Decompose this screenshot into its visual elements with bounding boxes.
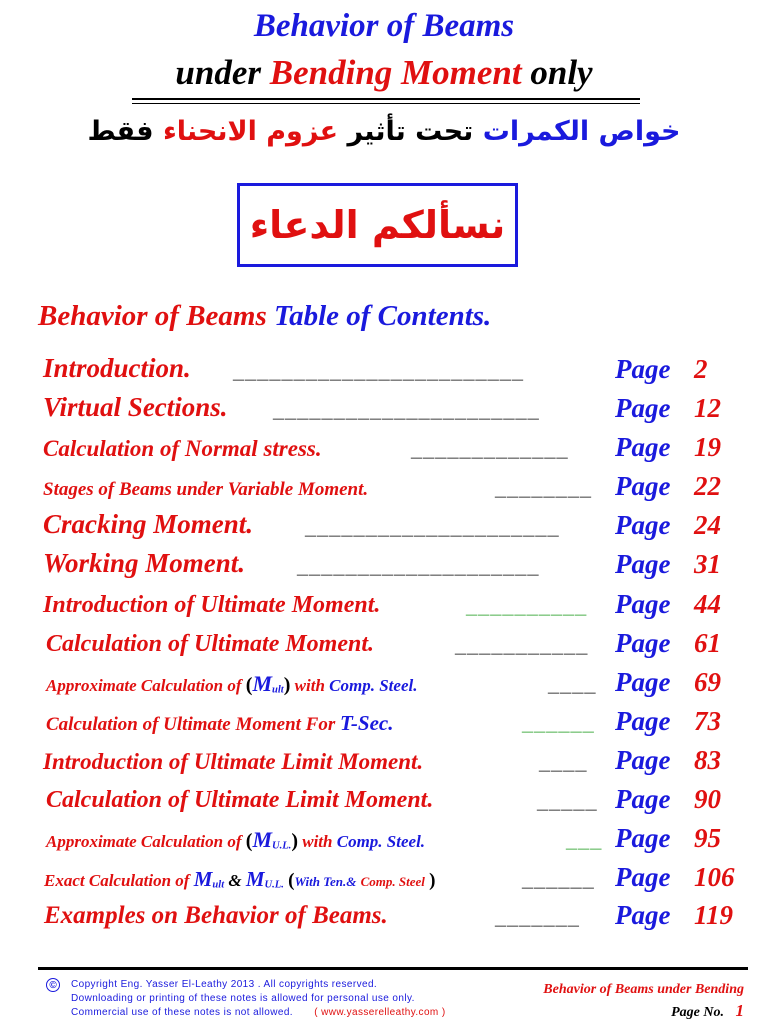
toc-page-word: Page [615,510,671,540]
toc-row[interactable] [0,663,768,701]
toc-entry-steel: Comp. Steel. [329,676,418,695]
toc-heading-red: Behavior of Beams [38,300,275,332]
toc-leader: ______ [522,713,595,735]
toc-page-word: Page [615,784,671,814]
toc-entry-label [46,711,393,736]
toc-row[interactable] [0,389,768,427]
toc-leader: ______ [522,869,595,891]
paren-open: ( [245,674,253,696]
toc-row[interactable] [0,702,768,740]
toc-entry-label: Cracking Moment. [43,509,254,539]
toc-row[interactable] [0,506,768,544]
toc-row[interactable] [0,350,768,388]
toc-symbol-sub: U.L. [272,840,292,852]
arabic-prayer-text: نسألكم الدعاء [249,203,506,247]
toc-leader: _____________________ [305,517,560,539]
toc-page-number: 31 [694,549,721,579]
toc-page-number: 119 [694,900,734,930]
toc-leader: __________ [466,596,588,618]
arabic-subtitle-part4: فقط [87,116,154,147]
footer-document-title: Behavior of Beams under Bending [543,982,744,997]
footer-personal-use: Downloading or printing of these notes is allowed for personal use only. [71,993,415,1004]
toc-row[interactable] [0,780,768,818]
arabic-subtitle [0,116,768,147]
toc-entry-text: Calculation of Ultimate Moment For [46,714,336,735]
toc-entry-steel: Comp. Steel. [336,832,426,851]
toc-row[interactable] [0,428,768,466]
footer-page-value: 1 [735,1001,744,1020]
toc-leader: ___________ [455,635,589,657]
toc-entry-label [44,867,435,892]
toc-page-number: 61 [694,628,721,658]
toc-symbol-m: M [252,671,273,696]
title-underline [132,98,640,100]
toc-comp-steel: Comp. Steel [360,874,425,889]
toc-entry-label: Calculation of Normal stress. [43,436,322,461]
toc-page-number: 69 [694,667,721,697]
paren-close: ) [283,674,291,696]
toc-entry-label: Introduction of Ultimate Limit Moment. [43,749,424,774]
toc-leader: ____________________ [297,556,540,578]
toc-leader: _____ [537,791,598,813]
footer-commercial-text: Commercial use of these notes is not allowed. [71,1007,293,1018]
toc-entry-with: with [294,676,325,695]
toc-page-word: Page [615,667,671,697]
toc-row[interactable] [0,585,768,623]
toc-row[interactable] [0,858,768,896]
toc-page-number: 90 [694,784,721,814]
toc-page-word: Page [615,900,671,930]
toc-page-word: Page [615,706,671,736]
toc-entry-label: Introduction. [43,353,191,383]
toc-page-word: Page [615,628,671,658]
title-underline-thin [132,103,640,104]
toc-with-ten: With Ten.& [294,874,357,889]
toc-entry-tsec: T-Sec. [340,711,394,735]
toc-row[interactable] [0,819,768,857]
toc-page-number: 106 [694,862,735,892]
toc-entry-text: Exact Calculation of [44,871,190,890]
toc-entry-label: Calculation of Ultimate Limit Moment. [46,787,434,813]
footer-website-link[interactable]: ( www.yasserelleathy.com ) [314,1007,446,1018]
document-title: Behavior of Beams [253,8,515,44]
toc-symbol-m1: M [193,867,213,891]
toc-page-number: 22 [694,471,721,501]
toc-row[interactable] [0,624,768,662]
toc-page-word: Page [615,823,671,853]
toc-entry-label [46,671,417,697]
toc-row[interactable] [0,545,768,583]
toc-entry-label: Examples on Behavior of Beams. [44,902,388,929]
toc-page-word: Page [615,862,671,892]
footer-page-label: Page No. [671,1005,724,1020]
paren-close: ) [429,870,436,891]
toc-symbol-m: M [252,827,273,852]
subtitle-part-b: Bending Moment [269,53,522,92]
toc-leader: ________ [495,478,592,500]
toc-leader: ___ [566,830,603,852]
toc-page-number: 12 [694,393,721,423]
toc-symbol-sub: ult [272,684,284,696]
paren-close: ) [291,830,298,852]
toc-entry-label: Introduction of Ultimate Moment. [43,592,381,618]
toc-leader: _______ [495,907,580,929]
toc-leader: _____________ [411,439,569,461]
subtitle-part-a: under [175,53,270,92]
toc-ampersand: & [228,871,242,890]
toc-heading-blue: Table of Contents. [274,300,492,332]
toc-symbol-sub1: ult [212,879,225,891]
arabic-subtitle-part3: عزوم الانحناء [162,116,339,147]
toc-entry-with: with [302,832,333,851]
paren-open: ( [245,830,253,852]
toc-page-word: Page [615,549,671,579]
toc-page-number: 83 [694,745,721,775]
toc-page-word: Page [615,354,671,384]
toc-entry-text: Approximate Calculation of [46,832,242,851]
toc-leader: ______________________ [273,400,540,422]
toc-page-number: 24 [694,510,721,540]
paren-open: ( [288,870,295,891]
toc-page-number: 44 [694,589,721,619]
toc-entry-label [46,827,425,853]
toc-entry-text: Approximate Calculation of [46,676,242,695]
toc-page-word: Page [615,471,671,501]
toc-entry-label: Stages of Beams under Variable Moment. [43,479,369,500]
toc-entry-label: Virtual Sections. [43,392,228,422]
toc-page-number: 73 [694,706,721,736]
arabic-prayer-box [237,183,518,267]
toc-leader: ____ [539,752,588,774]
footer-page-number [671,1001,744,1021]
toc-page-word: Page [615,432,671,462]
toc-page-number: 2 [694,354,708,384]
subtitle-part-c: only [521,53,593,92]
footer-copyright: Copyright Eng. Yasser El-Leathy 2013 . All copyrights reserved. [71,979,378,990]
toc-leader: ________________________ [233,361,524,383]
toc-entry-label: Calculation of Ultimate Moment. [46,631,375,657]
footer-commercial [71,1007,446,1018]
arabic-subtitle-part2: تحت تأثير [347,116,474,147]
toc-page-number: 95 [694,823,721,853]
arabic-subtitle-part1: خواص الكمرات [482,116,681,147]
toc-page-word: Page [615,745,671,775]
toc-row[interactable] [0,467,768,505]
footer-divider [38,967,748,970]
document-subtitle [0,53,768,93]
toc-entry-label: Working Moment. [43,548,246,578]
copyright-icon: © [46,978,60,992]
toc-symbol-m2: M [245,867,265,891]
toc-page-number: 19 [694,432,721,462]
toc-page-word: Page [615,589,671,619]
toc-row[interactable] [0,741,768,779]
toc-symbol-sub2: U.L. [264,879,284,891]
toc-leader: ____ [548,674,597,696]
toc-page-word: Page [615,393,671,423]
toc-row[interactable] [0,896,768,934]
toc-heading [38,300,491,333]
